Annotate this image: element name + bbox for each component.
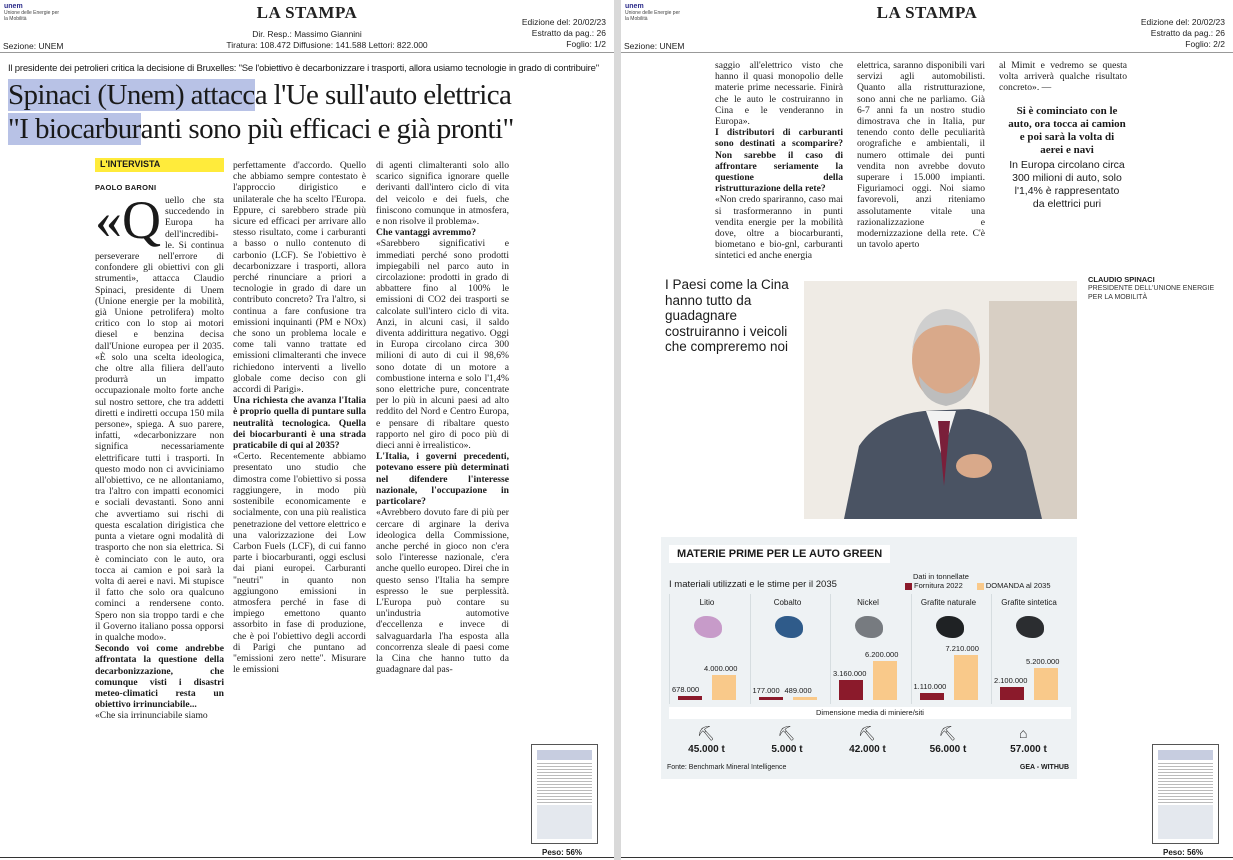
- demand-bar: [873, 661, 897, 700]
- mine-size-2: [830, 723, 905, 759]
- article-column-4: [715, 60, 843, 265]
- mine-size-0: [669, 723, 744, 759]
- edition-info: Edizione del: 20/02/23 Estratto da pag.: 26 Foglio: 2/2: [1140, 17, 1225, 49]
- mineral-icon: [775, 616, 803, 638]
- infographic-credit: GEA - WITHUB: [1019, 764, 1069, 771]
- material-name: Grafite naturale: [920, 598, 977, 607]
- publication-stats: Dir. Resp.: Massimo Giannini Tiratura: 108.472 Diffusione: 141.588 Lettori: 822.000: [226, 29, 428, 50]
- demand-value: 7.210.000: [945, 644, 979, 653]
- mine-size-label: Dimensione media di miniere/siti: [669, 707, 1071, 719]
- interview-question: Una richiesta che avanza l'Italia è proprio quella di puntare sulla neutralità tecnologica. Quella dei biocarburanti è una strada praticabile di qui al 2035?: [233, 395, 366, 452]
- pickaxe-icon: ⛏: [777, 725, 796, 741]
- mine-size-value: 56.000 t: [929, 744, 967, 755]
- material-name: Nickel: [857, 598, 879, 607]
- page-1: [0, 0, 614, 860]
- mine-size-3: [911, 723, 986, 759]
- mineral-icon: [855, 616, 883, 638]
- supply-bar: [1000, 687, 1024, 700]
- portrait-photo: [804, 281, 1077, 519]
- legend-supply: Fornitura 2022: [905, 581, 963, 590]
- pickaxe-icon: ⛏: [858, 725, 876, 741]
- page-thumbnail[interactable]: [531, 744, 598, 844]
- demand-value: 4.000.000: [704, 664, 738, 674]
- mine-size-1: [750, 723, 825, 759]
- unem-logo: unem Unione delle Energie per la Mobilità: [625, 3, 681, 22]
- mineral-icon: [694, 616, 722, 638]
- demand-value: 5.200.000: [1026, 656, 1060, 666]
- article-paragraph: di agenti climalteranti solo allo scarico significa ignorare quelle derivanti dall'intero ciclo di vita del veicolo e dei fuels, che finiscono comunque in atmosfera, e non risolve il problema».: [376, 160, 509, 228]
- article-paragraph: perfettamente d'accordo. Quello che abbiamo sempre contestato è l'approccio dirigistico e unilaterale che ha scelto l'Europa. Eppure, ci sarebbero strade più sicure ed efficaci per arrivare allo stesso risultato, come i carburanti a basso o nullo contenuto di carbonio (LCF). Se l'obiettivo è decarbonizzare i trasporti, allora perché rinunciare a priori a tecnologie in grado di dare un contributo concreto? Tra l'altro, si continua a fare confusione tra emissioni inquinanti (PM e NOx) che sono un problema locale e come tali vanno trattate ed emissioni climalteranti che invece richiedono interventi a livello globale come deciso con gli accordi di Parigi».: [233, 160, 366, 396]
- supply-value: 177.000: [752, 686, 780, 695]
- page-2: [621, 0, 1233, 860]
- supply-value: 3.160.000: [833, 669, 867, 679]
- material-name: Grafite sintetica: [1001, 598, 1057, 607]
- masthead: LA STAMPA: [876, 3, 978, 22]
- section-tag: L'INTERVISTA: [95, 158, 224, 172]
- material-1: [750, 594, 825, 704]
- page-header: [0, 0, 614, 56]
- article-paragraph: «Avrebbero dovuto fare di più per cercare di arginare la deriva ideologica della Commissione, anche perché in gioco non c'era solo l'interesse nazionale, c'era anche quello europeo. Direi che in questo senso l'Italia ha sempre espresso le sue perplessità. L'Europa può contare su un'industria automotive d'eccellenza e invece di salvaguardarla l'ha esposta alla concorrenza sleale di paesi come la Cina che hanno tutto da guadagnare dal pas-: [376, 507, 509, 676]
- article-paragraph: elettrica, saranno disponibili vari servizi agli automobilisti. Quanto alla ristrutturazione, sono anni che ne parliamo. Già 6-7 anni fa un nostro studio dimostrava che in Italia, pur tenendo conto delle peculiarità orografiche e ambientali, il numero ottimale dei punti vendita non avrebbe dovuto superare i 15.000 impianti. Figuriamoci oggi. Noi siamo favorevoli, anzi riteniamo assolutamente vitale una razionalizzazione e modernizzazione della rete. C'è un tavolo aperto: [857, 60, 985, 250]
- material-0: [669, 594, 744, 704]
- dropcap: «Q: [95, 195, 161, 250]
- interview-question: I distributori di carburanti sono destinati a scomparire? Non sarebbe il caso di affrontare seriamente la questione della ristrutturazione della rete?: [715, 127, 843, 195]
- page-thumbnail[interactable]: [1152, 744, 1219, 844]
- demand-bar: [1034, 668, 1058, 700]
- material-name: Litio: [699, 598, 715, 607]
- demand-value: 489.000: [784, 685, 812, 695]
- pull-quote-1: Si è cominciato con le auto, ora tocca ai camion e poi sarà la volta di aerei e navi In Europa circolano circa 300 milioni di auto, solo l'1,4% è rappresentato da elettrici puri: [1008, 105, 1126, 210]
- article-headline: Spinaci (Unem) attacca l'Ue sull'auto elettrica "I biocarburanti sono più efficaci e già pronti": [8, 79, 514, 145]
- article-column-1: [95, 195, 224, 740]
- mine-size-value: 5.000 t: [771, 744, 803, 755]
- supply-value: 2.100.000: [994, 675, 1028, 685]
- article-paragraph: «Quello che sta succedendo in Europa ha dell'incredibi-le. Si continua perseverare nell'errore di confondere gli obiettivi con gli strumenti», attacca Claudio Spinaci, presidente di Unem (Unione energie per la mobilità, già Unione petrolifera) molto critico con lo stop ai motori diesel e benzina decisa dall'Unione europea per il 2035. «È solo una scelta ideologica, che oltre alla filiera dell'auto produrrà un impatto occupazionale molto forte anche sul nostro settore, che tra addetti diretti e indiretti occupa 150 mila persone», spiega. A suo parere, infatti, «decarbonizzare non significa necessariamente elettrificare tutti i trasporti. In questo modo non ci avviciniamo all'obiettivo, ce ne allontaniamo, tra l'altro con impatti economici e sociali devastanti. Sono anni che avvertiamo sui rischi di questa escalation dirigistica che punta a vietare ogni modalità di trasporto che non sia elettrica. Si è cominciato con le auto, ora tocca ai camion e poi sarà la volta di aerei e navi. Mi stupisce il fatto che solo ora qualcuno cominci a rendersene conto. Spero non sia troppo tardi e che il Governo italiano possa opporsi in qualche modo».: [95, 195, 224, 643]
- section-label: Sezione: UNEM: [3, 41, 64, 51]
- mine-size-value: 57.000 t: [1010, 744, 1047, 755]
- mine-size-4: [991, 723, 1066, 759]
- interview-question: Che vantaggi avremmo?: [376, 227, 477, 239]
- masthead: LA STAMPA: [256, 3, 358, 22]
- pickaxe-icon: ⛏: [697, 725, 715, 741]
- material-2: [830, 594, 905, 704]
- interview-question: L'Italia, i governi precedenti, potevano essere più determinati nel difendere l'interesse nazionale, l'occupazione in particolare?: [376, 451, 509, 508]
- factory-icon: ⌂: [1019, 725, 1028, 741]
- infographic-source: Fonte: Benchmark Mineral Intelligence: [667, 764, 787, 771]
- infographic-subtitle: I materiali utilizzati e le stime per il 2035: [669, 579, 837, 590]
- demand-value: 6.200.000: [865, 650, 899, 660]
- supply-bar: [678, 696, 702, 700]
- peso-label: Peso: 56%: [1163, 848, 1204, 857]
- article-paragraph: «Certo. Recentemente abbiamo presentato uno studio che dimostra come l'obiettivo si possa raggiungere, in modo più sostenibile economicamente e socialmente, con una più realistica penetrazione del vettore elettrico e una valorizzazione dei Low Carbon Fuels (LCF), di cui fanno parte i biocarburanti, oggi esclusi dai piani europei. Carburanti "neutri" in quanto non aggiungono emissioni in atmosfera perché in fase di impiego emettono quanto assorbito in fase di produzione, che è poi l'obiettivo degli accordi di Parigi che puntano ad "emissioni zero nette". Misurare le emissioni: [233, 451, 366, 676]
- material-4: [991, 594, 1066, 704]
- demand-bar: [712, 675, 736, 700]
- material-3: [911, 594, 986, 704]
- page-header: [621, 0, 1233, 56]
- article-column-6: [999, 60, 1127, 100]
- infographic-title: MATERIE PRIME PER LE AUTO GREEN: [669, 545, 890, 563]
- article-paragraph: «Che sia irrinunciabile siamo: [95, 710, 208, 722]
- photo-caption: CLAUDIO SPINACI PRESIDENTE DELL'UNIONE ENERGIE PER LA MOBILITÀ: [1088, 275, 1215, 301]
- unem-logo: unem Unione delle Energie per la Mobilità: [4, 3, 60, 22]
- article-kicker: Il presidente dei petrolieri critica la decisione di Bruxelles: "Se l'obiettivo è decarbonizzare i trasporti, allora usiamo tecnologie in grado di contribuire": [8, 63, 599, 74]
- article-column-5: [857, 60, 985, 250]
- supply-bar: [839, 680, 863, 700]
- mine-size-value: 45.000 t: [688, 744, 725, 755]
- supply-value: 1.110.000: [913, 682, 947, 692]
- infographic: [661, 537, 1077, 779]
- article-paragraph: «Non credo spariranno, caso mai si trasformeranno in punti vendita energie per la mobilità dove, oltre a biocarburanti, biometano e bio-gnl, carburanti sintetici ed anche energia: [715, 194, 843, 262]
- edition-info: Edizione del: 20/02/23 Estratto da pag.: 26 Foglio: 1/2: [521, 17, 606, 49]
- supply-bar: [759, 697, 783, 700]
- section-label: Sezione: UNEM: [624, 41, 685, 51]
- article-column-3: [376, 160, 509, 720]
- article-paragraph: al Mimit e vedremo se questa volta arriverà qualche risultato concreto». —: [999, 60, 1127, 94]
- mine-size-value: 42.000 t: [849, 744, 886, 755]
- demand-bar: [793, 697, 817, 700]
- article-column-2: [233, 160, 366, 720]
- material-name: Cobalto: [773, 598, 802, 607]
- pull-quote-2: I Paesi come la Cina hanno tutto da guadagnare costruiranno i veicoli che compreremo noi: [665, 277, 789, 354]
- mineral-icon: [936, 616, 964, 638]
- article-paragraph: «Sarebbero significativi e immediati perché sono prodotti impiegabili nel parco auto in circolazione: prodotti in grado di abbattere fino al 100% le emissioni di CO2 dei trasporti se calcolate sull'intero ciclo di vita. Anzi, in alcuni casi, il saldo diventa addirittura negativo. Oggi in Europa circolano circa 300 milioni di auto di cui il 98,6% sono dotate di un motore a combustione interna e solo l'1,4% sono elettriche pure, concentrate per lo più in alcuni paesi ad alto reddito del Nord e Centro Europa, e pensare di ribaltare questo rapporto nel giro di poco più di dieci anni è irrealistico».: [376, 238, 509, 452]
- pickaxe-icon: ⛏: [938, 725, 957, 741]
- legend-demand: DOMANDA al 2035: [977, 581, 1051, 590]
- mineral-icon: [1016, 616, 1044, 638]
- demand-bar: [954, 655, 978, 700]
- supply-value: 678.000: [672, 684, 700, 694]
- byline: PAOLO BARONI: [95, 183, 157, 192]
- interview-question: Secondo voi come andrebbe affrontata la questione della decarbonizzazione, che comunque visti i disastri meteo-climatici resta un obiettivo irrinunciabile...: [95, 643, 224, 711]
- article-paragraph: saggio all'elettrico visto che hanno il quasi monopolio delle materie prime necessarie. Finirà che le auto le costruiranno in Cina e le venderanno in Europa».: [715, 60, 843, 128]
- infographic-legend: Dati in tonnellate Fornitura 2022 DOMANDA al 2035: [905, 572, 1051, 590]
- supply-bar: [920, 693, 944, 700]
- peso-label: Peso: 56%: [542, 848, 583, 857]
